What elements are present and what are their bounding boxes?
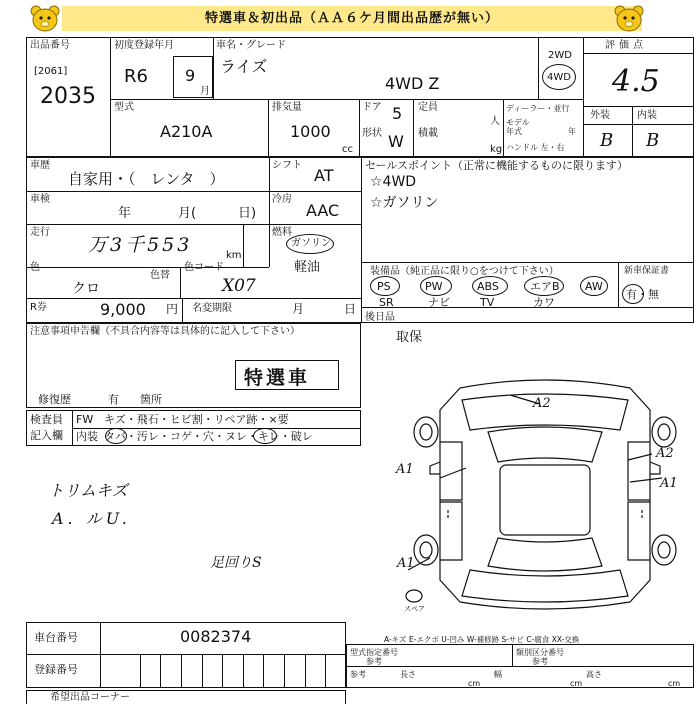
equip-aw: AW [585,280,603,293]
repair-place: 箇所 [140,393,162,406]
fuel-gasoline: ガソリン [291,238,331,249]
capacity-unit: 人 [490,116,500,127]
equip-pw: PW [425,280,443,293]
name-change-label: 名変期限 [192,303,232,314]
floor-note: 足回りS [210,555,262,571]
name-change-day: 日 [344,302,357,316]
mileage-unit: km [226,250,242,261]
capacity-label: 定員 [418,102,438,113]
model-label: 型式 [114,102,134,113]
inspector-row2-head: 内装 [76,430,98,443]
inspector-label-2: 記入欄 [30,429,63,442]
car-label: 車名・グレード [216,40,286,51]
mileage-label: 走行 [30,227,50,238]
sales-points-label: セールスポイント（正常に機能するものに限ります） [365,159,629,172]
name-change-month: 月 [292,302,305,316]
displacement-unit: cc [342,144,353,155]
registration-era: R6 [124,66,148,87]
handle-label: ハンドル 左・右 [506,143,565,152]
registration-label: 初度登録年月 [114,40,174,51]
warranty-label: 新車保証書 [624,266,670,276]
shape-label: 形状 [362,128,382,139]
color-code: X07 [222,276,256,296]
dealer-label: ディーラー・並行 [506,104,570,113]
model-year-unit: 年 [568,127,576,136]
notes-label: 注意事項申告欄（不具合内容等は具体的に記入して下さい） [30,326,300,337]
hand-note-1: トリムキズ [48,481,128,500]
inspection-year-unit: 年 [118,206,132,221]
height-label: 高さ [586,670,602,679]
chassis-value: 0082374 [180,627,252,646]
inspection-month-unit: 月( [178,206,197,221]
legend: A-キズ E-エクボ U-凹み W-補修跡 S-サビ C-腐食 XX-交換 [384,635,580,644]
spare-label: スペア [404,605,425,613]
history-label: 車歴 [30,160,50,171]
plate-label: 登録番号 [34,663,78,676]
recycle-unit: 円 [166,302,179,316]
doors-label: ドア [362,102,382,113]
recycle-value: 9,000 [100,300,146,319]
drive-circled: 4WD [547,72,571,83]
displacement-value: 1000 [290,122,331,141]
exterior-label: 外装 [590,110,610,121]
drive-label: 2WD [548,50,572,61]
score-value: 4.5 [612,64,660,99]
model-value: A210A [160,122,213,141]
width-unit: cm [570,679,583,688]
mark-a1-left: A1 [396,462,414,477]
chassis-label: 車台番号 [34,631,78,644]
inspector-row1: キズ・飛石・ヒビ割・リペア跡・×要 [104,413,289,426]
lot-label: 出品番号 [30,40,70,51]
lot-number: 2035 [40,84,96,109]
doors-value: 5 [392,104,403,123]
footer-corner: 希望出品コーナー [50,692,130,703]
displacement-label: 排気量 [272,102,302,113]
fuel-diesel: 軽油 [294,260,321,275]
sales-point-1: ☆4WD [370,174,417,190]
aircon-value: AAC [306,201,340,220]
recycle-label: R券 [30,302,47,313]
repair-label: 修復歴 [38,393,71,406]
plate-grid [120,654,346,688]
mark-a1-right: A1 [660,476,678,491]
equip-tv: TV [480,296,495,309]
type-spec-ref-2: 参考 [532,657,548,666]
color-label: 色 [30,262,40,273]
mark-a2-right: A2 [656,446,674,461]
color-value: クロ [72,281,100,297]
shift-label: シフト [272,160,302,171]
type-spec-ref-3: 参考 [350,670,366,679]
mascot-left-icon [30,5,60,32]
stamp-text: 特選車 [244,367,311,389]
history-value: 自家用・（ レンタ ） [68,170,225,188]
model-year-label: モデル [506,118,530,127]
equip-leather: カワ [533,296,555,309]
mileage-value: 万3千553 [88,234,193,256]
interior-label: 内装 [637,110,657,121]
rear-label: 後日品 [365,312,395,323]
repair-value: 有 [108,393,119,406]
exterior-score: B [600,130,614,151]
type-spec-label-1: 型式指定番号 [350,648,398,657]
interior-score: B [646,130,660,151]
load-unit: kg [490,144,503,155]
load-label: 積載 [418,128,438,139]
inspection-day-unit: 日) [238,206,257,221]
registration-month-unit: 月 [200,86,210,97]
height-unit: cm [668,679,681,688]
car-name: ライズ [220,57,268,76]
car-grade: 4WD Z [385,74,440,93]
inspector-row1-head: FW [76,413,94,426]
registration-month: 9 [185,66,196,85]
inspector-label-1: 検査員 [30,413,63,426]
equip-abs: ABS [477,280,499,293]
length-label: 長さ [400,670,416,679]
mascot-right-icon [614,5,644,32]
length-unit: cm [468,679,481,688]
mark-a1-bottom: A1 [397,556,415,571]
equip-airbag: エアB [530,280,560,293]
shift-value: AT [314,166,334,185]
aircon-label: 冷房 [272,194,292,205]
banner-text: 特選車＆初出品（ＡＡ６ケ月間出品歴が無い） [204,11,499,26]
inspection-label: 車検 [30,194,50,205]
fuel-label: 燃料 [272,227,292,238]
sales-point-2: ☆ガソリン [370,195,439,211]
shape-value: W [388,132,404,151]
rear-value: 取保 [396,330,423,345]
type-spec-label-2: 類別区分番号 [516,648,564,657]
top-section-frame [26,37,694,157]
hand-note-2: A. ルU. [52,509,131,528]
inspector-row2: タバ・汚レ・コゲ・穴・ヌレ・キレ・破レ [104,430,313,443]
equipment-label: 装備品（純正品に限り○をつけて下さい） [370,266,559,277]
equip-navi: ナビ [428,296,450,309]
type-spec-ref-1: 参考 [366,657,382,666]
model-year-sub: 年式 [506,127,522,136]
header-banner [62,6,642,31]
warranty-value: 有・無 [626,288,659,301]
equip-sr: SR [379,296,394,309]
mark-a2-top: A2 [533,396,551,411]
width-label: 幅 [494,670,502,679]
score-label: 評価点 [605,40,647,51]
color-code-label: 色コード [184,262,224,273]
equip-ps: PS [377,280,391,293]
color-interior-label: 色替 [150,270,170,281]
lot-small: [2061] [34,66,68,77]
